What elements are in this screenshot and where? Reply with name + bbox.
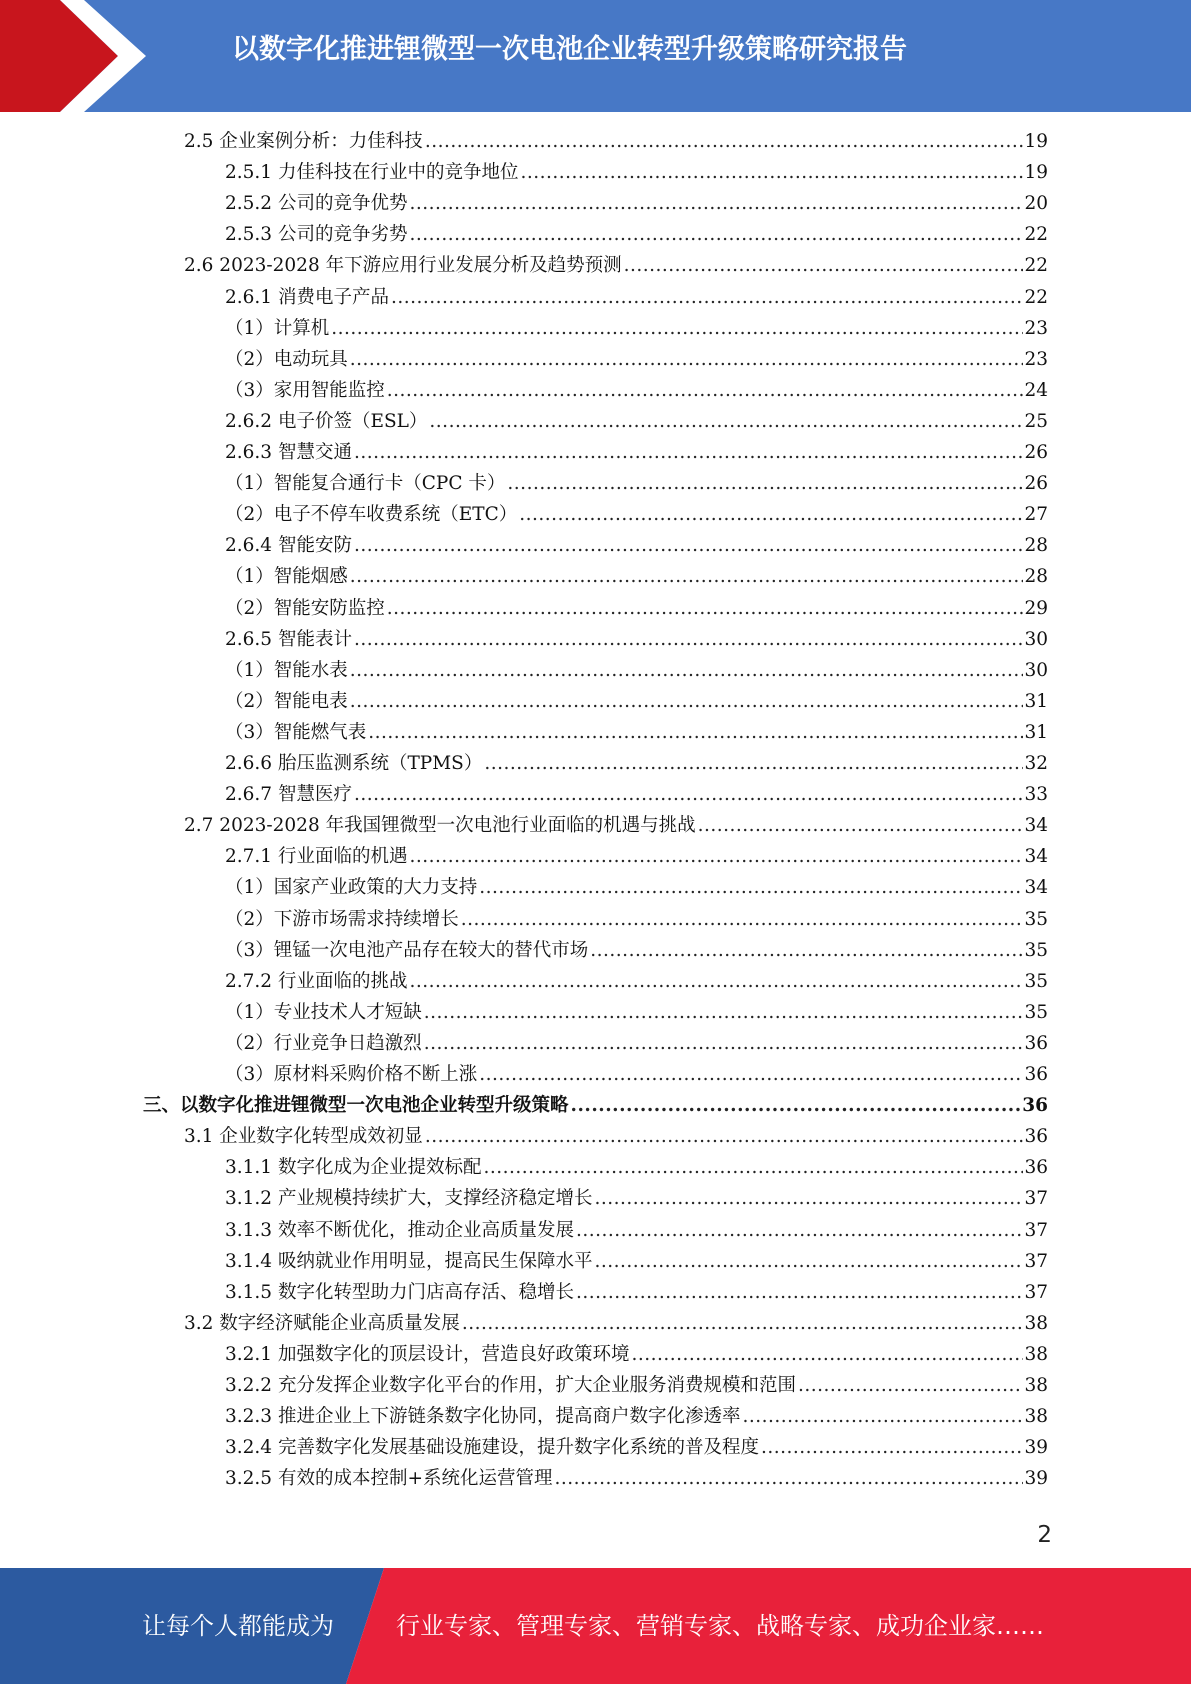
toc-entry[interactable] xyxy=(225,936,1048,966)
toc-entry[interactable] xyxy=(225,407,1048,437)
toc-entry-title: （1）专业技术人才短缺 xyxy=(225,1001,422,1023)
toc-entry-page: 26 xyxy=(1024,473,1048,495)
toc-dot-leader xyxy=(698,811,1024,841)
toc-dot-leader xyxy=(624,251,1024,281)
toc-entry-page: 36 xyxy=(1022,1095,1048,1117)
toc-entry[interactable] xyxy=(225,469,1048,499)
toc-entry[interactable] xyxy=(225,998,1048,1028)
toc-entry[interactable] xyxy=(225,1278,1048,1308)
toc-entry-page: 37 xyxy=(1024,1250,1048,1272)
toc-dot-leader xyxy=(354,780,1024,810)
toc-dot-leader xyxy=(350,687,1024,717)
toc-entry-title: 2.7.1 行业面临的机遇 xyxy=(225,846,408,868)
toc-entry-title: 2.5.1 力佳科技在行业中的竞争地位 xyxy=(225,162,519,184)
toc-dot-leader xyxy=(350,656,1024,686)
toc-entry-page: 39 xyxy=(1024,1468,1048,1490)
toc-entry-title: （2）智能电表 xyxy=(225,690,348,712)
toc-entry-title: （2）电子不停车收费系统（ETC） xyxy=(225,504,518,526)
toc-entry-page: 36 xyxy=(1024,1064,1048,1085)
toc-dot-leader xyxy=(479,1060,1023,1090)
toc-dot-leader xyxy=(425,1122,1024,1152)
toc-entry-page: 22 xyxy=(1024,255,1048,277)
toc-entry-title: 2.6.4 智能安防 xyxy=(225,535,352,557)
toc-entry-page: 22 xyxy=(1024,224,1048,246)
toc-entry[interactable] xyxy=(225,1029,1048,1059)
toc-dot-leader xyxy=(391,283,1023,313)
toc-dot-leader xyxy=(519,500,1023,530)
toc-entry[interactable] xyxy=(225,1184,1048,1214)
toc-entry-page: 27 xyxy=(1024,504,1048,526)
toc-dot-leader xyxy=(484,749,1023,779)
toc-entry-page: 35 xyxy=(1024,970,1048,992)
footer-slogan-left: 让每个人都能成为 xyxy=(142,1612,334,1640)
report-title: 以数字化推进锂微型一次电池企业转型升级策略研究报告 xyxy=(232,34,907,65)
toc-dot-leader xyxy=(576,1216,1023,1246)
toc-dot-leader xyxy=(424,998,1024,1028)
toc-entry-title: 2.6.6 胎压监测系统（TPMS） xyxy=(225,753,483,774)
toc-entry[interactable] xyxy=(225,500,1048,530)
toc-entry-page: 35 xyxy=(1024,908,1048,930)
toc-dot-leader xyxy=(354,625,1024,655)
toc-entry[interactable] xyxy=(225,1216,1048,1246)
toc-entry[interactable] xyxy=(225,687,1048,717)
toc-entry[interactable] xyxy=(225,594,1048,624)
toc-dot-leader xyxy=(354,531,1024,561)
toc-entry[interactable] xyxy=(225,780,1048,810)
toc-entry-page: 30 xyxy=(1024,628,1048,650)
page-header xyxy=(0,0,1191,112)
toc-entry-page: 36 xyxy=(1024,1126,1048,1148)
toc-entry[interactable] xyxy=(184,127,1048,157)
toc-entry-title: 2.6.1 消费电子产品 xyxy=(225,286,389,308)
toc-entry[interactable] xyxy=(225,1402,1048,1432)
toc-entry[interactable] xyxy=(225,345,1048,375)
toc-dot-leader xyxy=(507,469,1023,499)
toc-dot-leader xyxy=(409,189,1023,219)
toc-entry-page: 38 xyxy=(1024,1406,1048,1428)
toc-dot-leader xyxy=(350,562,1024,592)
toc-entry[interactable] xyxy=(225,1340,1048,1370)
toc-entry[interactable] xyxy=(225,531,1048,561)
toc-entry-title: 3.1.4 吸纳就业作用明显，提高民生保障水平 xyxy=(225,1250,593,1272)
toc-entry[interactable] xyxy=(225,562,1048,592)
toc-entry[interactable] xyxy=(225,1247,1048,1277)
toc-entry-title: 2.7.2 行业面临的挑战 xyxy=(225,970,408,992)
toc-entry-title: （2）下游市场需求持续增长 xyxy=(225,908,459,930)
toc-dot-leader xyxy=(761,1433,1023,1463)
toc-entry[interactable] xyxy=(225,873,1048,903)
toc-dot-leader xyxy=(594,1247,1023,1277)
toc-dot-leader xyxy=(368,718,1023,748)
toc-entry-page: 24 xyxy=(1024,379,1048,401)
toc-entry-title: 3.1.1 数字化成为企业提效标配 xyxy=(225,1157,482,1179)
toc-entry[interactable] xyxy=(184,811,1048,841)
toc-entry-title: 2.6.7 智慧医疗 xyxy=(225,784,352,806)
toc-entry[interactable] xyxy=(225,438,1048,468)
toc-dot-leader xyxy=(409,967,1023,997)
toc-entry-page: 34 xyxy=(1024,846,1048,868)
toc-entry[interactable] xyxy=(225,1371,1048,1401)
page-number: 2 xyxy=(1037,1522,1052,1548)
toc-entry-title: 3.2.2 充分发挥企业数字化平台的作用，扩大企业服务消费规模和范围 xyxy=(225,1375,796,1396)
toc-entry[interactable] xyxy=(225,220,1048,250)
toc-entry[interactable] xyxy=(225,842,1048,872)
toc-dot-leader xyxy=(571,1091,1022,1121)
toc-entry-title: 3.1.3 效率不断优化，推动企业高质量发展 xyxy=(225,1219,574,1241)
toc-dot-leader xyxy=(590,936,1023,966)
toc-entry-page: 23 xyxy=(1024,348,1048,370)
toc-entry-page: 28 xyxy=(1024,535,1048,557)
toc-entry-title: 3.2.3 推进企业上下游链条数字化协同，提高商户数字化渗透率 xyxy=(225,1406,741,1428)
toc-dot-leader xyxy=(576,1278,1023,1308)
toc-entry[interactable] xyxy=(225,189,1048,219)
toc-entry-page: 32 xyxy=(1024,753,1048,774)
toc-entry[interactable] xyxy=(225,1433,1048,1463)
toc-entry-title: （3）原材料采购价格不断上涨 xyxy=(225,1064,478,1085)
toc-entry-title: （1）智能复合通行卡（CPC 卡） xyxy=(225,473,506,495)
toc-entry-page: 35 xyxy=(1024,939,1048,961)
toc-entry-title: 3.2.1 加强数字化的顶层设计，营造良好政策环境 xyxy=(225,1343,630,1365)
toc-dot-leader xyxy=(461,905,1024,935)
toc-entry-title: 3.2 数字经济赋能企业高质量发展 xyxy=(184,1312,460,1334)
toc-entry[interactable] xyxy=(225,376,1048,406)
toc-entry-page: 19 xyxy=(1024,162,1048,184)
header-arrow-decoration xyxy=(0,0,200,112)
toc-dot-leader xyxy=(483,1153,1023,1183)
toc-entry[interactable] xyxy=(225,625,1048,655)
toc-entry-page: 25 xyxy=(1024,410,1048,432)
footer-slogan-right: 行业专家、管理专家、营销专家、战略专家、成功企业家…… xyxy=(396,1612,1044,1640)
toc-entry[interactable] xyxy=(143,1091,1048,1121)
toc-entry-title: （2）智能安防监控 xyxy=(225,597,385,619)
toc-dot-leader xyxy=(631,1340,1023,1370)
toc-entry-title: （1）智能水表 xyxy=(225,659,348,681)
toc-dot-leader xyxy=(742,1402,1023,1432)
toc-dot-leader xyxy=(594,1184,1023,1214)
toc-entry-page: 34 xyxy=(1024,815,1048,837)
toc-entry-page: 20 xyxy=(1024,193,1048,215)
toc-entry-title: 2.5 企业案例分析：力佳科技 xyxy=(184,131,423,152)
toc-entry-page: 36 xyxy=(1024,1032,1048,1054)
toc-entry-page: 19 xyxy=(1024,131,1048,152)
toc-entry-page: 30 xyxy=(1024,659,1048,681)
toc-dot-leader xyxy=(387,594,1024,624)
toc-entry-title: 2.5.3 公司的竞争劣势 xyxy=(225,224,408,246)
toc-entry[interactable] xyxy=(184,1122,1048,1152)
toc-entry[interactable] xyxy=(184,251,1048,281)
toc-entry-title: 3.2.5 有效的成本控制+系统化运营管理 xyxy=(225,1468,553,1490)
toc-dot-leader xyxy=(331,314,1023,344)
toc-dot-leader xyxy=(350,345,1024,375)
toc-dot-leader xyxy=(425,127,1024,157)
toc-entry-title: 2.6.5 智能表计 xyxy=(225,628,352,650)
toc-entry-title: 2.6.2 电子价签（ESL） xyxy=(225,410,428,432)
toc-entry-page: 37 xyxy=(1024,1219,1048,1241)
toc-entry-page: 39 xyxy=(1024,1437,1048,1459)
toc-entry-title: 2.7 2023-2028 年我国锂微型一次电池行业面临的机遇与挑战 xyxy=(184,815,696,837)
toc-entry[interactable] xyxy=(225,1153,1048,1183)
toc-dot-leader xyxy=(424,1029,1024,1059)
toc-entry-page: 22 xyxy=(1024,286,1048,308)
toc-dot-leader xyxy=(798,1371,1023,1401)
toc-dot-leader xyxy=(462,1309,1024,1339)
toc-entry-title: 2.6.3 智慧交通 xyxy=(225,442,352,463)
toc-entry[interactable] xyxy=(225,314,1048,344)
toc-entry-title: （3）智能燃气表 xyxy=(225,721,367,743)
toc-dot-leader xyxy=(520,158,1023,188)
toc-entry-title: （3）家用智能监控 xyxy=(225,379,385,401)
toc-entry[interactable] xyxy=(225,905,1048,935)
toc-entry-page: 33 xyxy=(1024,784,1048,806)
toc-entry[interactable] xyxy=(225,158,1048,188)
toc-entry-title: 3.2.4 完善数字化发展基础设施建设，提升数字化系统的普及程度 xyxy=(225,1437,759,1459)
toc-entry-page: 38 xyxy=(1024,1312,1048,1334)
toc-entry[interactable] xyxy=(225,283,1048,313)
toc-entry-title: 三、以数字化推进锂微型一次电池企业转型升级策略 xyxy=(143,1095,569,1117)
toc-entry-title: 2.5.2 公司的竞争优势 xyxy=(225,193,408,215)
toc-entry-title: 3.1.5 数字化转型助力门店高存活、稳增长 xyxy=(225,1281,574,1303)
toc-dot-leader xyxy=(409,220,1023,250)
toc-entry-page: 29 xyxy=(1024,597,1048,619)
toc-dot-leader xyxy=(479,873,1023,903)
toc-entry-page: 31 xyxy=(1024,690,1048,712)
toc-entry-page: 37 xyxy=(1024,1281,1048,1303)
toc-entry-title: （3）锂锰一次电池产品存在较大的替代市场 xyxy=(225,939,589,961)
toc-entry-title: （2）行业竞争日趋激烈 xyxy=(225,1032,422,1054)
toc-entry-page: 26 xyxy=(1024,442,1048,463)
toc-dot-leader xyxy=(354,438,1024,468)
toc-entry-title: 3.1 企业数字化转型成效初显 xyxy=(184,1126,423,1148)
toc-entry[interactable] xyxy=(225,718,1048,748)
toc-dot-leader xyxy=(429,407,1023,437)
toc-entry-title: （1）计算机 xyxy=(225,317,330,339)
toc-dot-leader xyxy=(409,842,1023,872)
toc-entry[interactable] xyxy=(225,656,1048,686)
toc-entry-title: （1）智能烟感 xyxy=(225,566,348,588)
toc-entry[interactable] xyxy=(225,1464,1048,1494)
toc-entry-page: 38 xyxy=(1024,1343,1048,1365)
toc-entry-title: 3.1.2 产业规模持续扩大，支撑经济稳定增长 xyxy=(225,1188,593,1210)
toc-entry-page: 38 xyxy=(1024,1375,1048,1396)
toc-dot-leader xyxy=(387,376,1024,406)
toc-entry-title: （1）国家产业政策的大力支持 xyxy=(225,877,478,899)
toc-entry-page: 36 xyxy=(1024,1157,1048,1179)
toc-entry[interactable] xyxy=(225,749,1048,779)
toc-entry[interactable] xyxy=(184,1309,1048,1339)
toc-entry-page: 28 xyxy=(1024,566,1048,588)
toc-entry[interactable] xyxy=(225,1060,1048,1090)
toc-entry-page: 35 xyxy=(1024,1001,1048,1023)
toc-entry-page: 34 xyxy=(1024,877,1048,899)
toc-entry-page: 31 xyxy=(1024,721,1048,743)
toc-entry-title: 2.6 2023-2028 年下游应用行业发展分析及趋势预测 xyxy=(184,255,622,277)
toc-entry[interactable] xyxy=(225,967,1048,997)
toc-entry-page: 37 xyxy=(1024,1188,1048,1210)
page-footer xyxy=(0,1568,1191,1684)
toc-entry-title: （2）电动玩具 xyxy=(225,348,348,370)
toc-entry-page: 23 xyxy=(1024,317,1048,339)
toc-dot-leader xyxy=(554,1464,1023,1494)
